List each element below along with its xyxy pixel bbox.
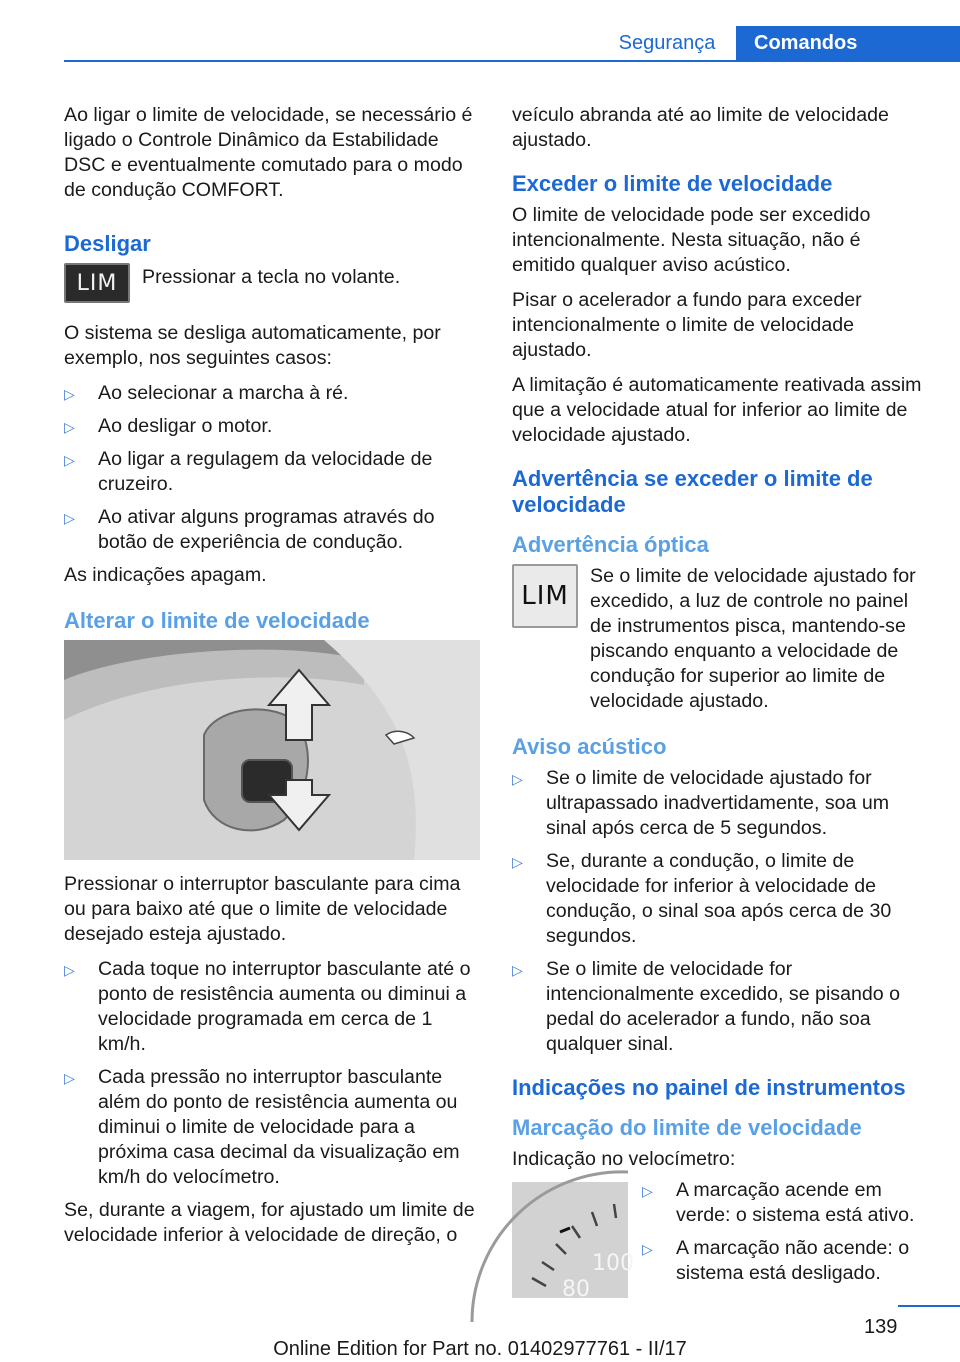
bullet-icon: ▷ bbox=[64, 386, 75, 402]
exceder-p3: A limitação é automaticamente reativada assim que a velocidade atual for inferior ao limite de velocidade ajustado. bbox=[512, 374, 922, 446]
lim-lamp-icon: LIM bbox=[512, 564, 578, 628]
indicacoes-text: Indicação no velocímetro: bbox=[512, 1148, 736, 1170]
list-item: ▷ Cada pressão no interruptor basculante além do ponto de resistência aumenta ou diminui o limite de velocidade para a próxima casa decimal da visualização em km/h do velocímetro. bbox=[64, 1066, 460, 1188]
bullet-icon: ▷ bbox=[64, 452, 75, 468]
heading-indicacoes: Indicações no painel de instrumentos bbox=[512, 1075, 906, 1100]
exceder-p2: Pisar o acelerador a fundo para exceder intencionalmente o limite de velocidade ajustado. bbox=[512, 289, 862, 361]
lim-lamp-row bbox=[512, 564, 928, 714]
list-item: ▷ A marcação acende em verde: o sistema está ativo. bbox=[642, 1179, 915, 1226]
footer-edition: Online Edition for Part no. 01402977761 - II/17 bbox=[273, 1338, 687, 1360]
footer-rule bbox=[898, 1305, 960, 1307]
heading-advertencia: Advertência se exceder o limite de velocidade bbox=[512, 466, 873, 517]
lim-button-row bbox=[64, 263, 480, 303]
desligar-instruction: Pressionar a tecla no volante. bbox=[142, 266, 401, 288]
header-chapter: Comandos bbox=[736, 26, 960, 60]
bullet-icon: ▷ bbox=[64, 962, 75, 978]
list-item: ▷ A marcação não acende: o sistema está desligado. bbox=[642, 1237, 910, 1284]
bullet-icon: ▷ bbox=[512, 771, 523, 787]
list-item: ▷ Ao ligar a regulagem da velocidade de cruzeiro. bbox=[64, 448, 433, 495]
heading-exceder: Exceder o limite de velocidade bbox=[512, 171, 833, 196]
bullet-icon: ▷ bbox=[642, 1183, 653, 1199]
heading-desligar: Desligar bbox=[64, 231, 151, 256]
header-section: Segurança bbox=[618, 31, 716, 54]
list-item: ▷ Cada toque no interruptor basculante até o ponto de resistência aumenta ou diminui a velocidade programada em cerca de 1 km/h. bbox=[64, 958, 471, 1055]
bullet-icon: ▷ bbox=[512, 854, 523, 870]
indicacoes-list bbox=[642, 1178, 928, 1294]
continued-paragraph: veículo abranda até ao limite de velocidade ajustado. bbox=[512, 104, 889, 151]
bullet-icon: ▷ bbox=[64, 419, 75, 435]
list-item: ▷ Ao desligar o motor. bbox=[64, 414, 480, 439]
page-number: 139 bbox=[864, 1316, 898, 1338]
desligar-auto-text: O sistema se desliga automaticamente, por exemplo, nos seguintes casos: bbox=[64, 322, 441, 369]
bullet-icon: ▷ bbox=[642, 1241, 653, 1257]
lim-button-icon: LIM bbox=[64, 263, 130, 303]
speedo-label-100: 100 bbox=[592, 1251, 634, 1276]
bullet-icon: ▷ bbox=[64, 510, 75, 526]
alterar-text: Pressionar o interruptor basculante para cima ou para baixo até que o limite de velocidade desejado esteja ajustado. bbox=[64, 873, 461, 945]
list-item: ▷ Se o limite de velocidade for intencionalmente excedido, se pisando o pedal do acelerador a fundo, não soa qualquer sinal. bbox=[512, 958, 901, 1055]
heading-alterar: Alterar o limite de velocidade bbox=[64, 608, 370, 633]
bullet-icon: ▷ bbox=[64, 1070, 75, 1086]
heading-advertencia-optica: Advertência óptica bbox=[512, 532, 709, 557]
header-rule bbox=[64, 60, 960, 62]
list-item: ▷ Ao ativar alguns programas através do botão de experiência de condução. bbox=[64, 506, 435, 553]
speedometer-image bbox=[512, 1182, 634, 1302]
desligar-after: As indicações apagam. bbox=[64, 564, 267, 586]
heading-marcacao: Marcação do limite de velocidade bbox=[512, 1115, 862, 1140]
speedo-label-80: 80 bbox=[562, 1277, 590, 1302]
list-item: ▷ Se, durante a condução, o limite de velocidade for inferior à velocidade de condução, o sinal soa após cerca de 30 segundos. bbox=[512, 850, 892, 947]
right-column bbox=[512, 103, 928, 1300]
left-column bbox=[64, 103, 480, 1258]
desligar-list bbox=[64, 381, 480, 555]
list-item: ▷ Se o limite de velocidade ajustado for ultrapassado inadvertidamente, soa um sinal após cerca de 5 segundos. bbox=[512, 767, 890, 839]
optica-text: Se o limite de velocidade ajustado for excedido, a luz de controle no painel de instrumentos pisca, mantendo-se piscando enquanto a velocidade de condução for superior ao limite de velocidade ajustado. bbox=[590, 565, 916, 712]
exceder-p1: O limite de velocidade pode ser excedido intencionalmente. Nesta situação, não é emitido qualquer aviso acústico. bbox=[512, 204, 871, 276]
bullet-icon: ▷ bbox=[512, 962, 523, 978]
alterar-after: Se, durante a viagem, for ajustado um limite de velocidade inferior à velocidade de direção, o bbox=[64, 1199, 475, 1246]
steering-wheel-switch-image bbox=[64, 640, 480, 860]
alterar-list bbox=[64, 957, 480, 1190]
speedometer-row bbox=[512, 1179, 928, 1302]
heading-aviso-acustico: Aviso acústico bbox=[512, 734, 667, 759]
list-item: ▷ Ao selecionar a marcha à ré. bbox=[64, 381, 480, 406]
aviso-list bbox=[512, 766, 928, 1057]
intro-paragraph: Ao ligar o limite de velocidade, se necessário é ligado o Controle Dinâmico da Estabilidade DSC e eventualmente comutado para o modo de condução COMFORT. bbox=[64, 104, 473, 201]
